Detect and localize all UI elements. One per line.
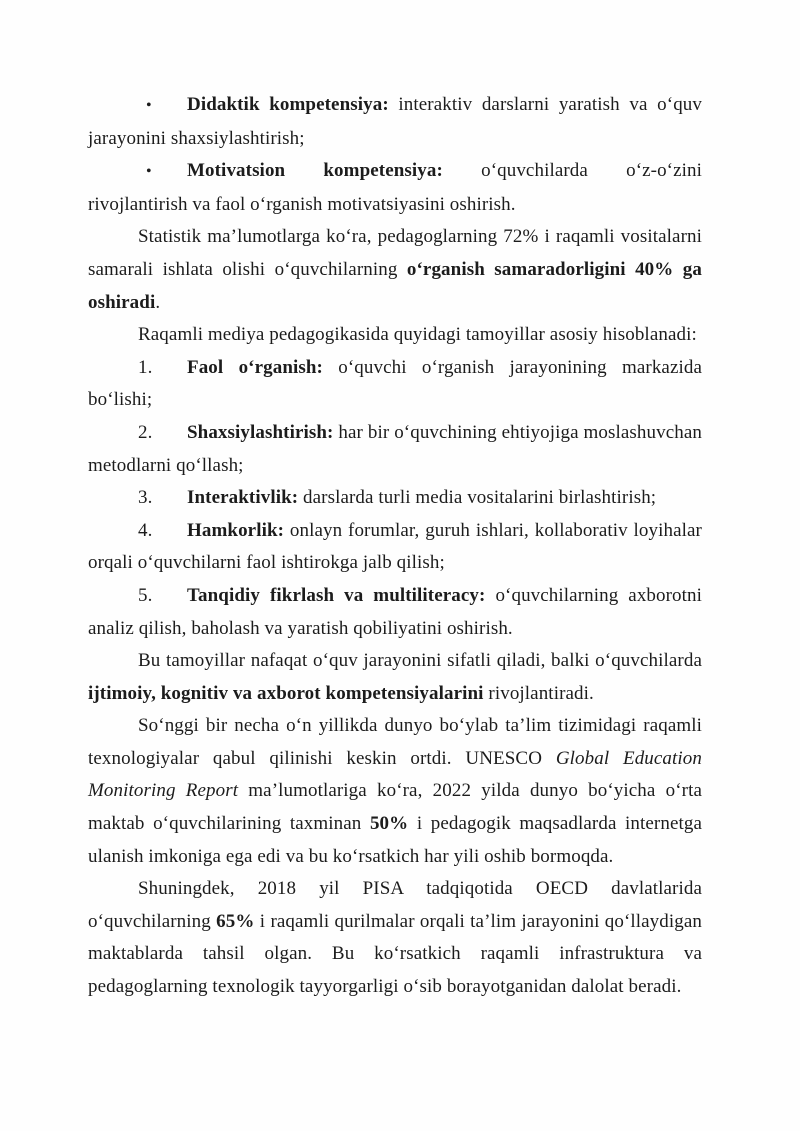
text-run: Hamkorlik: (187, 519, 285, 541)
bullet-paragraph (88, 89, 702, 155)
numbered-paragraph (88, 580, 702, 645)
paragraph (88, 710, 702, 873)
bullet-marker: • (146, 163, 152, 181)
text-run: onlayn forumlar, guruh ishlari, kollaborativ loyihalar orqali o‘quvchilarni faol ishtirokga jalb qilish; (88, 519, 702, 574)
text-run: 65% (216, 910, 255, 932)
number-marker: 5. (138, 584, 153, 606)
text-run: Motivatsion kompetensiya: (187, 160, 443, 182)
number-marker: 2. (138, 421, 153, 443)
text-run: Faol o‘rganish: (187, 356, 323, 378)
text-run: Global Education Monitoring Report (88, 747, 702, 802)
text-run: i raqamli qurilmalar orqali ta’lim jarayonini qo‘llaydigan maktablarda tahsil olgan. Bu ko‘rsatkich raqamli infrastruktura va pedagoglarning texnologik tayyorgarligi o‘sib borayotganidan dalolat beradi. (88, 910, 702, 998)
paragraph (88, 319, 702, 352)
paragraph (88, 873, 702, 1003)
numbered-paragraph (88, 515, 702, 580)
text-run: interaktiv darslarni yaratish va o‘quv jarayonini shaxsiylashtirish; (88, 94, 702, 149)
text-run: o‘quvchi o‘rganish jarayonining markazida bo‘lishi; (88, 356, 702, 411)
text-run: Bu tamoyillar nafaqat o‘quv jarayonini sifatli qiladi, balki o‘quvchilarda (138, 650, 702, 672)
text-run: i pedagogik maqsadlarda internetga ulanish imkoniga ega edi va bu ko‘rsatkich har yili oshib bormoqda. (88, 813, 703, 867)
text-run: Shaxsiylashtirish: (187, 421, 334, 443)
number-marker: 1. (138, 356, 153, 378)
numbered-paragraph (88, 417, 702, 482)
text-run: . (155, 291, 161, 313)
text-run: o‘quvchilarda o‘z-o‘zini rivojlantirish va faol o‘rganish motivatsiyasini oshirish. (88, 160, 703, 215)
bullet-paragraph (88, 155, 702, 221)
text-run: Shuningdek, 2018 yil PISA tadqiqotida OECD davlatlarida o‘quvchilarning (88, 878, 702, 932)
bullet-marker: • (146, 97, 152, 114)
number-marker: 3. (138, 487, 153, 509)
text-run: o‘quvchilarning axborotni analiz qilish, baholash va yaratish qobiliyatini oshirish. (88, 584, 702, 639)
text-run: Statistik ma’lumotlarga ko‘ra, pedagoglarning 72% i raqamli vositalarni samarali ishlata olishi o‘quvchilarning (88, 226, 702, 280)
numbered-paragraph (88, 482, 702, 515)
text-run: So‘nggi bir necha o‘n yillikda dunyo bo‘ylab ta’lim tizimidagi raqamli texnologiyalar qabul qilinishi keskin ortdi. UNESCO (88, 715, 702, 769)
text-run: Interaktivlik: (187, 487, 299, 509)
text-run: ma’lumotlariga ko‘ra, 2022 yilda dunyo bo‘yicha o‘rta maktab o‘quvchilarining taxminan (88, 780, 702, 835)
text-run: Tanqidiy fikrlash va multiliteracy: (187, 584, 486, 606)
paragraph (88, 221, 702, 319)
text-run: rivojlantiradi. (483, 682, 594, 704)
text-run: o‘rganish samaradorligini 40% ga oshiradi (88, 258, 702, 313)
paragraph (88, 645, 702, 710)
text-run: Raqamli mediya pedagogikasida quyidagi tamoyillar asosiy hisoblanadi: (138, 324, 697, 346)
text-run: ijtimoiy, kognitiv va axborot kompetensiyalarini (88, 682, 484, 704)
number-marker: 4. (138, 519, 153, 541)
text-run: 50% (369, 813, 409, 835)
text-run: har bir o‘quvchining ehtiyojiga moslashuvchan metodlarni qo‘llash; (88, 421, 702, 476)
numbered-paragraph (88, 352, 702, 417)
text-run: Didaktik kompetensiya: (187, 94, 389, 115)
text-run: darslarda turli media vositalarini birlashtirish; (298, 487, 657, 509)
